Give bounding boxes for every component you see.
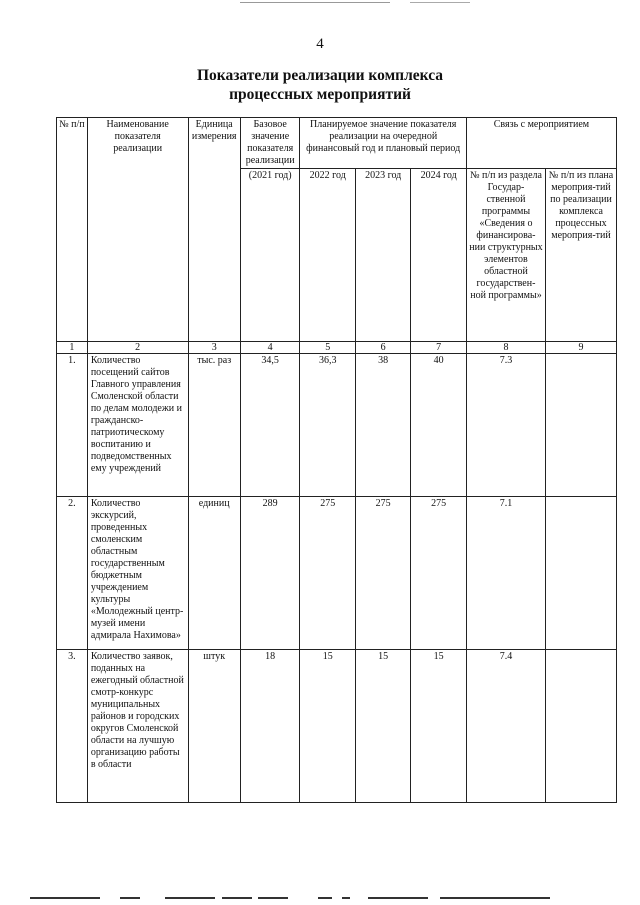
row-link-state: 7.4	[466, 650, 545, 803]
header-planned: Планируемое значение показателя реализации на очередной финансовый год и плановый период	[300, 118, 466, 169]
row-link-plan	[546, 354, 617, 497]
row-2023: 15	[355, 650, 410, 803]
row-2022: 36,3	[300, 354, 355, 497]
row-num: 2.	[57, 497, 88, 650]
scan-mark	[368, 897, 428, 899]
row-num: 3.	[57, 650, 88, 803]
column-number: 5	[300, 342, 355, 354]
column-number: 1	[57, 342, 88, 354]
row-2024: 275	[411, 497, 467, 650]
header-base-year: (2021 год)	[240, 169, 300, 342]
header-link: Связь с мероприятием	[466, 118, 616, 169]
indicators-table	[56, 117, 617, 803]
column-number: 3	[188, 342, 240, 354]
column-number: 2	[87, 342, 188, 354]
row-link-plan	[546, 497, 617, 650]
column-number: 4	[240, 342, 300, 354]
table-row	[57, 497, 617, 650]
column-number: 9	[546, 342, 617, 354]
row-base: 34,5	[240, 354, 300, 497]
row-link-plan	[546, 650, 617, 803]
scan-mark	[318, 897, 332, 899]
page-number: 4	[316, 36, 324, 52]
row-unit: тыс. раз	[188, 354, 240, 497]
header-year-2023: 2023 год	[355, 169, 410, 342]
column-number: 7	[411, 342, 467, 354]
row-2024: 15	[411, 650, 467, 803]
scan-bottom-marks	[0, 893, 640, 905]
row-2022: 275	[300, 497, 355, 650]
header-num: № п/п	[57, 118, 88, 342]
table-row	[57, 650, 617, 803]
title-line-1: Показатели реализации комплекса	[196, 67, 444, 84]
row-name: Количество экскурсий, проведенных смоленским областным государственным бюджетным учреждением культуры «Молодежный центр-музей имени адмирала Нахимова»	[87, 497, 188, 650]
title-line-2: процессных мероприятий	[229, 86, 411, 103]
scan-mark	[120, 897, 140, 899]
row-name: Количество посещений сайтов Главного управления Смоленской области по делам молодежи и гражданско-патриотическому воспитанию и подведомственных ему учреждений	[87, 354, 188, 497]
column-numbers-row	[57, 342, 617, 354]
scan-mark	[440, 897, 550, 899]
row-base: 289	[240, 497, 300, 650]
scan-mark	[165, 897, 215, 899]
scan-mark	[342, 897, 350, 899]
scan-edge-line	[240, 2, 390, 3]
row-2023: 275	[355, 497, 410, 650]
row-2022: 15	[300, 650, 355, 803]
header-base: Базовое значение показателя реализации	[240, 118, 300, 169]
row-unit: единиц	[188, 497, 240, 650]
column-number: 6	[355, 342, 410, 354]
table-row	[57, 354, 617, 497]
row-2024: 40	[411, 354, 467, 497]
row-2023: 38	[355, 354, 410, 497]
scan-mark	[222, 897, 252, 899]
scan-edge-line	[410, 2, 470, 3]
row-unit: штук	[188, 650, 240, 803]
header-year-2022: 2022 год	[300, 169, 355, 342]
header-row	[57, 118, 617, 169]
header-name: Наименование показателя реализации	[87, 118, 188, 342]
header-link-plan: № п/п из плана мероприя-тий по реализации комплекса процессных мероприя-тий	[546, 169, 617, 342]
row-name: Количество заявок, поданных на ежегодный областной смотр-конкурс муниципальных районов и городских округов Смоленской области на лучшую организацию работы в области	[87, 650, 188, 803]
column-number: 8	[466, 342, 545, 354]
page-title	[0, 66, 640, 104]
scan-mark	[30, 897, 100, 899]
row-base: 18	[240, 650, 300, 803]
header-link-state: № п/п из раздела Государ-ственной программы «Сведения о финансирова-нии структурных элементов областной государствен-ной программы»	[466, 169, 545, 342]
header-unit: Единица измерения	[188, 118, 240, 342]
header-year-2024: 2024 год	[411, 169, 467, 342]
scan-mark	[258, 897, 288, 899]
row-link-state: 7.1	[466, 497, 545, 650]
row-num: 1.	[57, 354, 88, 497]
row-link-state: 7.3	[466, 354, 545, 497]
